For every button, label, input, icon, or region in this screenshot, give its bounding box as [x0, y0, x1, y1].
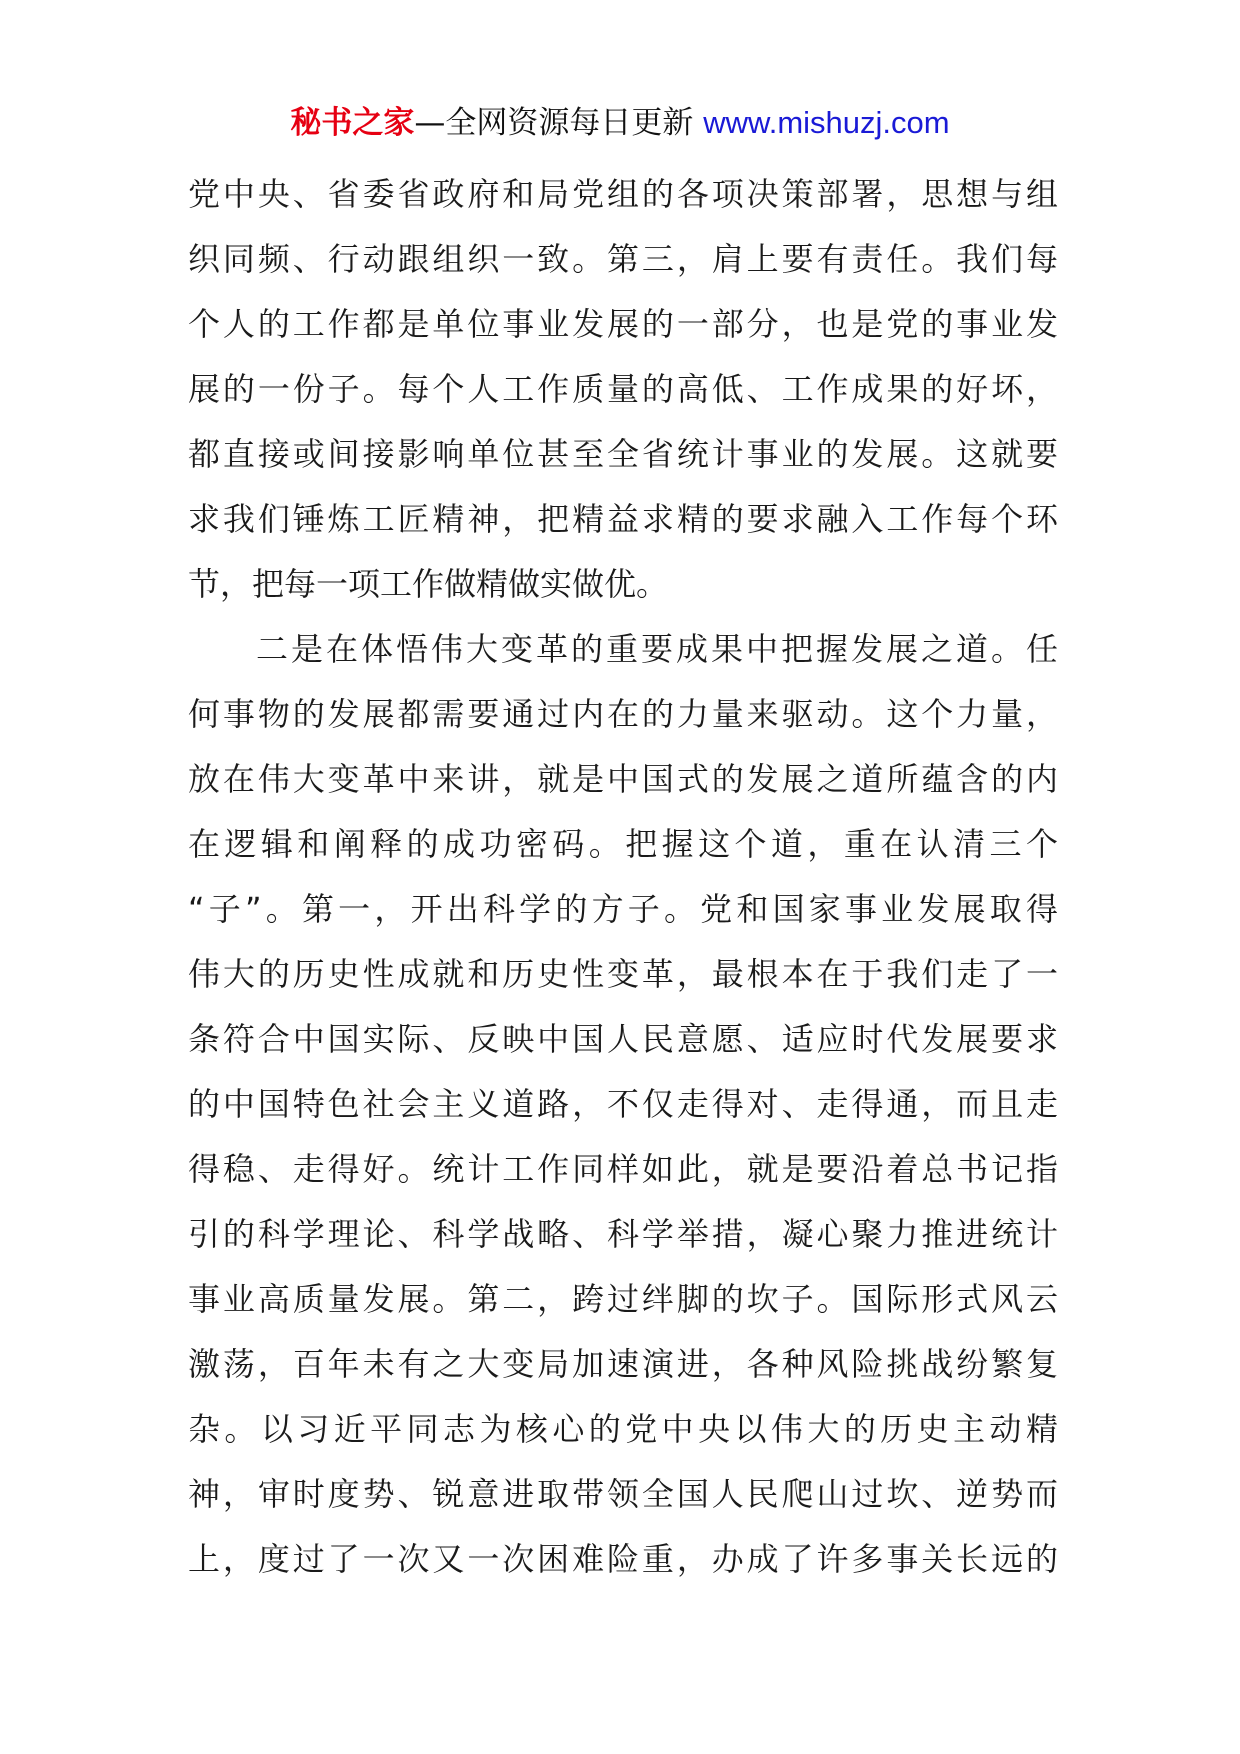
text-line: 条符合中国实际、反映中国人民意愿、适应时代发展要求: [188, 1020, 1058, 1058]
text-line: 得稳、走得好。统计工作同样如此，就是要沿着总书记指: [188, 1150, 1058, 1188]
paragraph-end-line: 节，把每一项工作做精做实做优。: [188, 565, 669, 603]
text-line: 求我们锤炼工匠精神，把精益求精的要求融入工作每个环: [188, 500, 1058, 538]
text-line: 织同频、行动跟组织一致。第三，肩上要有责任。我们每: [188, 240, 1058, 278]
text-line: 放在伟大变革中来讲，就是中国式的发展之道所蕴含的内: [188, 760, 1058, 798]
text-line: 展的一份子。每个人工作质量的高低、工作成果的好坏，: [188, 370, 1058, 408]
text-line: 杂。以习近平同志为核心的党中央以伟大的历史主动精: [188, 1410, 1058, 1448]
text-line: 何事物的发展都需要通过内在的力量来驱动。这个力量，: [188, 695, 1058, 733]
text-line: 在逻辑和阐释的成功密码。把握这个道，重在认清三个: [188, 825, 1058, 863]
text-line: 党中央、省委省政府和局党组的各项决策部署，思想与组: [188, 175, 1058, 213]
text-line: 都直接或间接影响单位甚至全省统计事业的发展。这就要: [188, 435, 1058, 473]
text-line: 引的科学理论、科学战略、科学举措，凝心聚力推进统计: [188, 1215, 1058, 1253]
text-line: 神，审时度势、锐意进取带领全国人民爬山过坎、逆势而: [188, 1475, 1058, 1513]
text-line: 上，度过了一次又一次困难险重，办成了许多事关长远的: [188, 1540, 1058, 1578]
paragraph-start-line: 二是在体悟伟大变革的重要成果中把握发展之道。任: [256, 630, 1058, 668]
text-line: “子”。第一，开出科学的方子。党和国家事业发展取得: [188, 890, 1058, 928]
brand-name: 秘书之家: [290, 105, 415, 141]
text-line: 伟大的历史性成就和历史性变革，最根本在于我们走了一: [188, 955, 1058, 993]
document-body: [188, 162, 1058, 1592]
text-line: 的中国特色社会主义道路，不仅走得对、走得通，而且走: [188, 1085, 1058, 1123]
header-tagline: —全网资源每日更新: [414, 105, 704, 141]
site-header: [0, 103, 1240, 143]
text-line: 激荡，百年未有之大变局加速演进，各种风险挑战纷繁复: [188, 1345, 1058, 1383]
text-line: 事业高质量发展。第二，跨过绊脚的坎子。国际形式风云: [188, 1280, 1058, 1318]
text-line: 个人的工作都是单位事业发展的一部分，也是党的事业发: [188, 305, 1058, 343]
site-url-link[interactable]: www.mishuzj.com: [703, 105, 950, 140]
